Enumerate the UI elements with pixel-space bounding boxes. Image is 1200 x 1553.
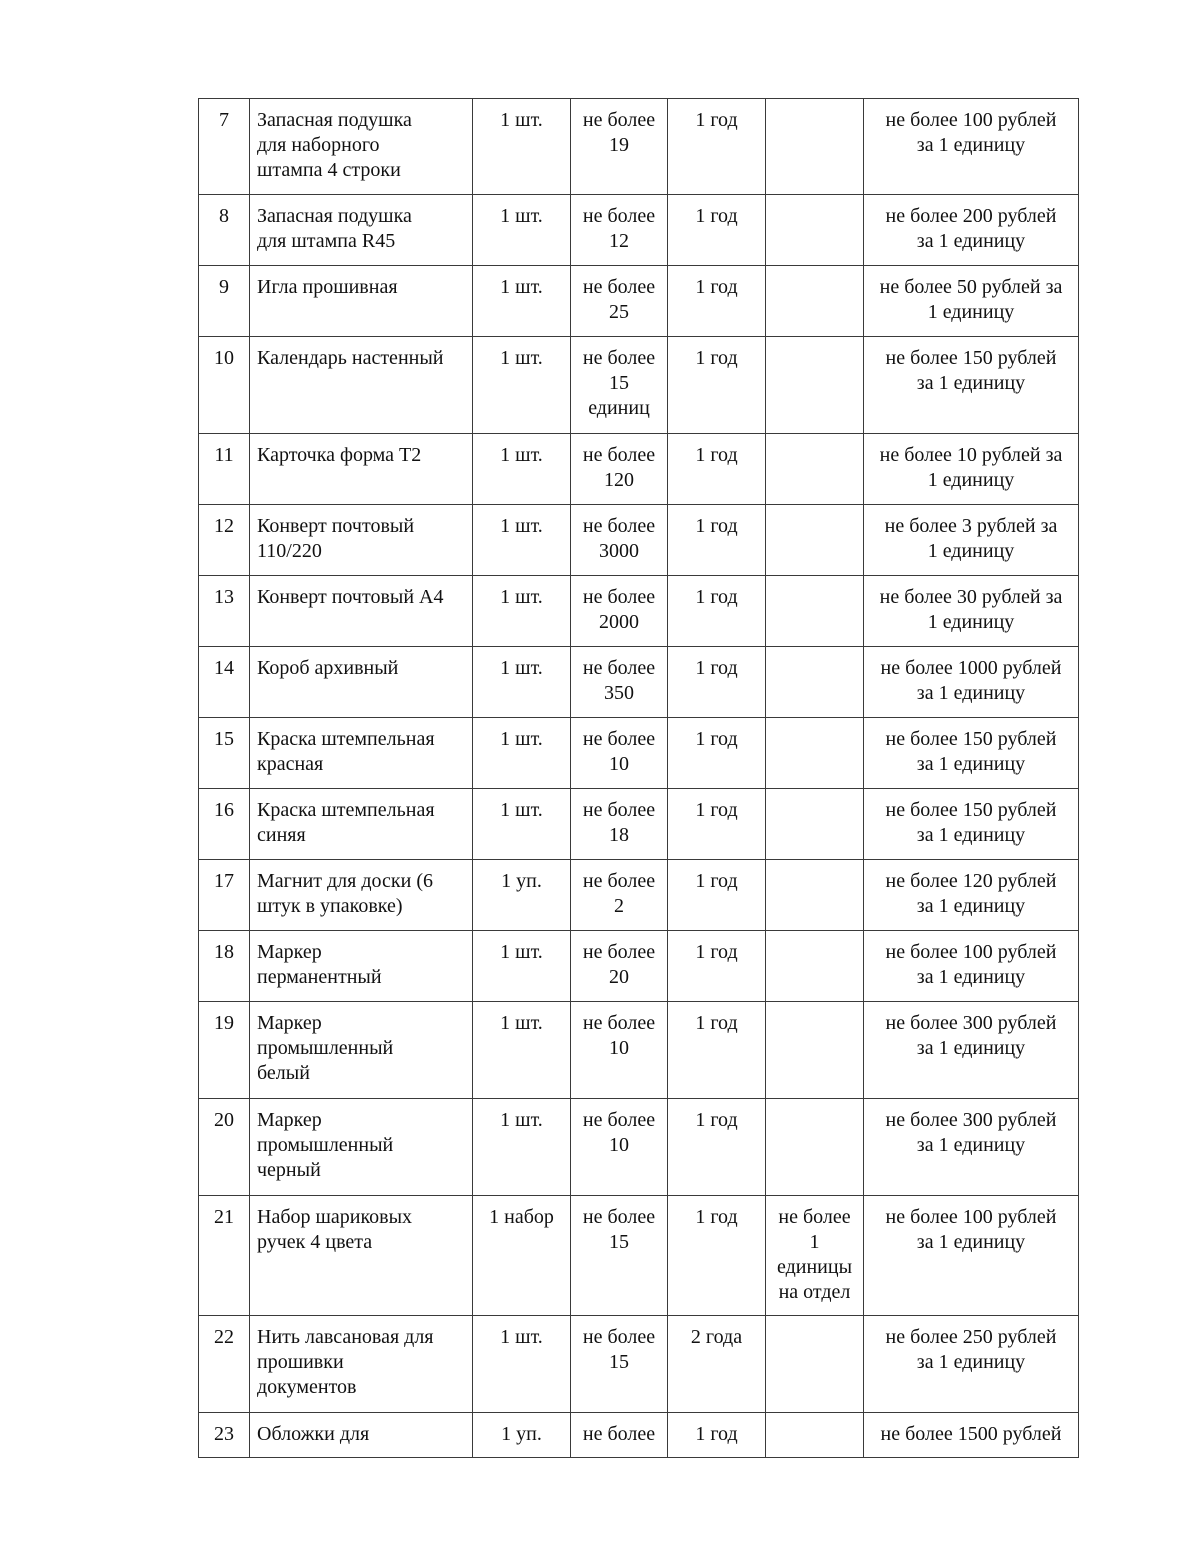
unit-of-measure: 1 шт. bbox=[500, 444, 543, 466]
row-number-cell bbox=[199, 860, 250, 931]
item-name-cell bbox=[250, 1196, 473, 1316]
price-limit-cell bbox=[864, 1413, 1079, 1458]
table-row bbox=[199, 505, 1079, 576]
item-name-cell bbox=[250, 860, 473, 931]
row-number-cell bbox=[199, 434, 250, 505]
row-number: 22 bbox=[214, 1326, 234, 1348]
unit-of-measure-cell bbox=[473, 1413, 571, 1458]
note-cell bbox=[766, 1002, 864, 1099]
item-name: Запасная подушка для наборного штампа 4 строки bbox=[257, 109, 412, 181]
price-limit: не более 100 рублей за 1 единицу bbox=[885, 109, 1057, 156]
quantity: не более 10 bbox=[582, 1012, 656, 1059]
price-limit-cell bbox=[864, 434, 1079, 505]
row-number-cell bbox=[199, 718, 250, 789]
unit-of-measure-cell bbox=[473, 718, 571, 789]
price-limit: не более 300 рублей за 1 единицу bbox=[885, 1012, 1057, 1059]
price-limit-cell bbox=[864, 337, 1079, 434]
row-number-cell bbox=[199, 505, 250, 576]
item-name-cell bbox=[250, 789, 473, 860]
price-limit: не более 200 рублей за 1 единицу bbox=[885, 205, 1057, 252]
row-number-cell bbox=[199, 337, 250, 434]
quantity-cell bbox=[571, 99, 668, 195]
price-limit: не более 250 рублей за 1 единицу bbox=[885, 1326, 1057, 1373]
table-row bbox=[199, 195, 1079, 266]
quantity-cell bbox=[571, 266, 668, 337]
price-limit: не более 1500 рублей bbox=[880, 1423, 1062, 1445]
note-cell bbox=[766, 195, 864, 266]
row-number: 7 bbox=[219, 109, 229, 131]
quantity-cell bbox=[571, 505, 668, 576]
item-name-cell bbox=[250, 266, 473, 337]
quantity-cell bbox=[571, 1002, 668, 1099]
quantity-cell bbox=[571, 647, 668, 718]
item-name: Маркер промышленный черный bbox=[257, 1109, 394, 1181]
price-limit-cell bbox=[864, 195, 1079, 266]
usage-term: 1 год bbox=[695, 728, 738, 750]
supplies-table bbox=[198, 98, 1079, 1458]
quantity: не более 15 единиц bbox=[582, 347, 656, 419]
price-limit: не более 10 рублей за 1 единицу bbox=[879, 444, 1063, 491]
quantity: не более 20 bbox=[582, 941, 656, 988]
note-cell bbox=[766, 505, 864, 576]
usage-term-cell bbox=[668, 1413, 766, 1458]
unit-of-measure: 1 набор bbox=[489, 1206, 554, 1228]
unit-of-measure: 1 уп. bbox=[501, 1423, 542, 1445]
quantity: не более 19 bbox=[582, 109, 656, 156]
usage-term: 1 год bbox=[695, 1109, 738, 1131]
row-number: 17 bbox=[214, 870, 234, 892]
row-number-cell bbox=[199, 1196, 250, 1316]
table-row bbox=[199, 99, 1079, 195]
unit-of-measure-cell bbox=[473, 576, 571, 647]
usage-term: 1 год bbox=[695, 1423, 738, 1445]
unit-of-measure-cell bbox=[473, 337, 571, 434]
unit-of-measure-cell bbox=[473, 647, 571, 718]
price-limit: не более 150 рублей за 1 единицу bbox=[885, 347, 1057, 394]
row-number: 13 bbox=[214, 586, 234, 608]
note-cell bbox=[766, 1099, 864, 1196]
price-limit-cell bbox=[864, 647, 1079, 718]
row-number: 18 bbox=[214, 941, 234, 963]
table-row bbox=[199, 337, 1079, 434]
row-number: 14 bbox=[214, 657, 234, 679]
quantity-cell bbox=[571, 789, 668, 860]
quantity: не более 12 bbox=[582, 205, 656, 252]
quantity: не более 10 bbox=[582, 728, 656, 775]
usage-term: 1 год bbox=[695, 444, 738, 466]
item-name: Обложки для bbox=[257, 1423, 370, 1445]
item-name: Набор шариковых ручек 4 цвета bbox=[257, 1206, 413, 1253]
table-row bbox=[199, 434, 1079, 505]
unit-of-measure: 1 шт. bbox=[500, 657, 543, 679]
row-number-cell bbox=[199, 1413, 250, 1458]
quantity: не более 2 bbox=[582, 870, 656, 917]
item-name: Карточка форма Т2 bbox=[257, 444, 422, 466]
quantity: не более 25 bbox=[582, 276, 656, 323]
note-cell bbox=[766, 576, 864, 647]
note: не более 1 единицы на отдел bbox=[776, 1206, 853, 1303]
row-number: 15 bbox=[214, 728, 234, 750]
note-cell bbox=[766, 434, 864, 505]
table-row bbox=[199, 1002, 1079, 1099]
quantity-cell bbox=[571, 337, 668, 434]
note-cell bbox=[766, 1316, 864, 1413]
table-row bbox=[199, 931, 1079, 1002]
quantity-cell bbox=[571, 576, 668, 647]
price-limit-cell bbox=[864, 1316, 1079, 1413]
usage-term-cell bbox=[668, 1316, 766, 1413]
item-name-cell bbox=[250, 1413, 473, 1458]
row-number-cell bbox=[199, 1099, 250, 1196]
item-name: Нить лавсановая для прошивки документов bbox=[257, 1326, 434, 1398]
row-number: 19 bbox=[214, 1012, 234, 1034]
price-limit-cell bbox=[864, 1099, 1079, 1196]
item-name-cell bbox=[250, 576, 473, 647]
usage-term-cell bbox=[668, 505, 766, 576]
price-limit-cell bbox=[864, 1002, 1079, 1099]
item-name: Короб архивный bbox=[257, 657, 399, 679]
unit-of-measure-cell bbox=[473, 1002, 571, 1099]
usage-term-cell bbox=[668, 434, 766, 505]
unit-of-measure: 1 шт. bbox=[500, 728, 543, 750]
item-name: Конверт почтовый 110/220 bbox=[257, 515, 415, 562]
quantity-cell bbox=[571, 434, 668, 505]
price-limit: не более 100 рублей за 1 единицу bbox=[885, 1206, 1057, 1253]
item-name-cell bbox=[250, 337, 473, 434]
quantity: не более 10 bbox=[582, 1109, 656, 1156]
note-cell bbox=[766, 1413, 864, 1458]
usage-term: 1 год bbox=[695, 870, 738, 892]
usage-term-cell bbox=[668, 99, 766, 195]
unit-of-measure: 1 уп. bbox=[501, 870, 542, 892]
usage-term-cell bbox=[668, 1196, 766, 1316]
quantity-cell bbox=[571, 860, 668, 931]
row-number-cell bbox=[199, 266, 250, 337]
price-limit: не более 30 рублей за 1 единицу bbox=[879, 586, 1063, 633]
usage-term-cell bbox=[668, 1002, 766, 1099]
quantity: не более 3000 bbox=[582, 515, 656, 562]
note-cell bbox=[766, 1196, 864, 1316]
unit-of-measure: 1 шт. bbox=[500, 1012, 543, 1034]
unit-of-measure-cell bbox=[473, 860, 571, 931]
usage-term: 1 год bbox=[695, 205, 738, 227]
unit-of-measure: 1 шт. bbox=[500, 276, 543, 298]
quantity-cell bbox=[571, 195, 668, 266]
price-limit-cell bbox=[864, 505, 1079, 576]
unit-of-measure-cell bbox=[473, 1099, 571, 1196]
usage-term-cell bbox=[668, 718, 766, 789]
item-name: Магнит для доски (6 штук в упаковке) bbox=[257, 870, 433, 917]
price-limit: не более 100 рублей за 1 единицу bbox=[885, 941, 1057, 988]
usage-term-cell bbox=[668, 576, 766, 647]
unit-of-measure-cell bbox=[473, 931, 571, 1002]
unit-of-measure: 1 шт. bbox=[500, 586, 543, 608]
usage-term: 1 год bbox=[695, 109, 738, 131]
row-number-cell bbox=[199, 789, 250, 860]
row-number-cell bbox=[199, 1002, 250, 1099]
note-cell bbox=[766, 99, 864, 195]
row-number: 21 bbox=[214, 1206, 234, 1228]
row-number: 11 bbox=[214, 444, 234, 466]
unit-of-measure: 1 шт. bbox=[500, 109, 543, 131]
quantity-cell bbox=[571, 931, 668, 1002]
note-cell bbox=[766, 718, 864, 789]
table-row bbox=[199, 266, 1079, 337]
price-limit-cell bbox=[864, 576, 1079, 647]
unit-of-measure: 1 шт. bbox=[500, 515, 543, 537]
unit-of-measure: 1 шт. bbox=[500, 941, 543, 963]
unit-of-measure-cell bbox=[473, 99, 571, 195]
item-name: Краска штемпельная синяя bbox=[257, 799, 435, 846]
item-name-cell bbox=[250, 195, 473, 266]
unit-of-measure: 1 шт. bbox=[500, 347, 543, 369]
quantity: не более bbox=[582, 1423, 656, 1445]
item-name-cell bbox=[250, 647, 473, 718]
item-name-cell bbox=[250, 1002, 473, 1099]
quantity-cell bbox=[571, 1196, 668, 1316]
quantity: не более 2000 bbox=[582, 586, 656, 633]
price-limit-cell bbox=[864, 718, 1079, 789]
usage-term: 1 год bbox=[695, 347, 738, 369]
usage-term-cell bbox=[668, 337, 766, 434]
table-row bbox=[199, 1316, 1079, 1413]
price-limit: не более 150 рублей за 1 единицу bbox=[885, 728, 1057, 775]
table-row bbox=[199, 1099, 1079, 1196]
price-limit-cell bbox=[864, 931, 1079, 1002]
item-name: Запасная подушка для штампа R45 bbox=[257, 205, 412, 252]
usage-term: 1 год bbox=[695, 941, 738, 963]
quantity: не более 18 bbox=[582, 799, 656, 846]
table-row bbox=[199, 860, 1079, 931]
item-name: Календарь настенный bbox=[257, 347, 444, 369]
note-cell bbox=[766, 266, 864, 337]
price-limit-cell bbox=[864, 1196, 1079, 1316]
unit-of-measure: 1 шт. bbox=[500, 799, 543, 821]
table-row bbox=[199, 789, 1079, 860]
item-name: Конверт почтовый А4 bbox=[257, 586, 444, 608]
usage-term: 2 года bbox=[690, 1326, 743, 1348]
row-number: 10 bbox=[214, 347, 234, 369]
table-row bbox=[199, 1196, 1079, 1316]
price-limit-cell bbox=[864, 266, 1079, 337]
quantity: не более 350 bbox=[582, 657, 656, 704]
table-row bbox=[199, 718, 1079, 789]
usage-term-cell bbox=[668, 931, 766, 1002]
note-cell bbox=[766, 647, 864, 718]
item-name: Маркер промышленный белый bbox=[257, 1012, 394, 1084]
usage-term: 1 год bbox=[695, 586, 738, 608]
unit-of-measure-cell bbox=[473, 1316, 571, 1413]
price-limit: не более 50 рублей за 1 единицу bbox=[879, 276, 1063, 323]
table-body bbox=[199, 99, 1079, 1458]
unit-of-measure-cell bbox=[473, 266, 571, 337]
item-name: Игла прошивная bbox=[257, 276, 398, 298]
note-cell bbox=[766, 860, 864, 931]
unit-of-measure-cell bbox=[473, 505, 571, 576]
table-row bbox=[199, 1413, 1079, 1458]
note-cell bbox=[766, 337, 864, 434]
row-number-cell bbox=[199, 576, 250, 647]
unit-of-measure-cell bbox=[473, 434, 571, 505]
price-limit: не более 150 рублей за 1 единицу bbox=[885, 799, 1057, 846]
row-number-cell bbox=[199, 195, 250, 266]
usage-term-cell bbox=[668, 195, 766, 266]
price-limit-cell bbox=[864, 789, 1079, 860]
quantity: не более 120 bbox=[582, 444, 656, 491]
row-number: 9 bbox=[219, 276, 229, 298]
table-row bbox=[199, 647, 1079, 718]
unit-of-measure: 1 шт. bbox=[500, 1326, 543, 1348]
note-cell bbox=[766, 931, 864, 1002]
item-name-cell bbox=[250, 1099, 473, 1196]
usage-term: 1 год bbox=[695, 657, 738, 679]
price-limit-cell bbox=[864, 99, 1079, 195]
item-name: Краска штемпельная красная bbox=[257, 728, 435, 775]
quantity-cell bbox=[571, 1316, 668, 1413]
row-number: 8 bbox=[219, 205, 229, 227]
quantity-cell bbox=[571, 1413, 668, 1458]
usage-term-cell bbox=[668, 266, 766, 337]
usage-term-cell bbox=[668, 789, 766, 860]
row-number: 23 bbox=[214, 1423, 234, 1445]
usage-term: 1 год bbox=[695, 799, 738, 821]
price-limit: не более 3 рублей за 1 единицу bbox=[884, 515, 1058, 562]
usage-term: 1 год bbox=[695, 515, 738, 537]
row-number: 20 bbox=[214, 1109, 234, 1131]
usage-term: 1 год bbox=[695, 276, 738, 298]
row-number-cell bbox=[199, 99, 250, 195]
item-name-cell bbox=[250, 505, 473, 576]
table-row bbox=[199, 576, 1079, 647]
quantity-cell bbox=[571, 718, 668, 789]
quantity: не более 15 bbox=[582, 1326, 656, 1373]
row-number: 16 bbox=[214, 799, 234, 821]
usage-term: 1 год bbox=[695, 1012, 738, 1034]
row-number: 12 bbox=[214, 515, 234, 537]
row-number-cell bbox=[199, 647, 250, 718]
usage-term-cell bbox=[668, 1099, 766, 1196]
note-cell bbox=[766, 789, 864, 860]
price-limit: не более 120 рублей за 1 единицу bbox=[885, 870, 1057, 917]
price-limit: не более 300 рублей за 1 единицу bbox=[885, 1109, 1057, 1156]
quantity-cell bbox=[571, 1099, 668, 1196]
usage-term-cell bbox=[668, 860, 766, 931]
item-name-cell bbox=[250, 931, 473, 1002]
quantity: не более 15 bbox=[582, 1206, 656, 1253]
item-name-cell bbox=[250, 718, 473, 789]
usage-term: 1 год bbox=[695, 1206, 738, 1228]
price-limit-cell bbox=[864, 860, 1079, 931]
usage-term-cell bbox=[668, 647, 766, 718]
row-number-cell bbox=[199, 1316, 250, 1413]
item-name-cell bbox=[250, 434, 473, 505]
unit-of-measure-cell bbox=[473, 789, 571, 860]
unit-of-measure: 1 шт. bbox=[500, 205, 543, 227]
unit-of-measure-cell bbox=[473, 1196, 571, 1316]
item-name-cell bbox=[250, 1316, 473, 1413]
price-limit: не более 1000 рублей за 1 единицу bbox=[880, 657, 1062, 704]
unit-of-measure: 1 шт. bbox=[500, 1109, 543, 1131]
item-name: Маркер перманентный bbox=[257, 941, 382, 988]
item-name-cell bbox=[250, 99, 473, 195]
row-number-cell bbox=[199, 931, 250, 1002]
unit-of-measure-cell bbox=[473, 195, 571, 266]
